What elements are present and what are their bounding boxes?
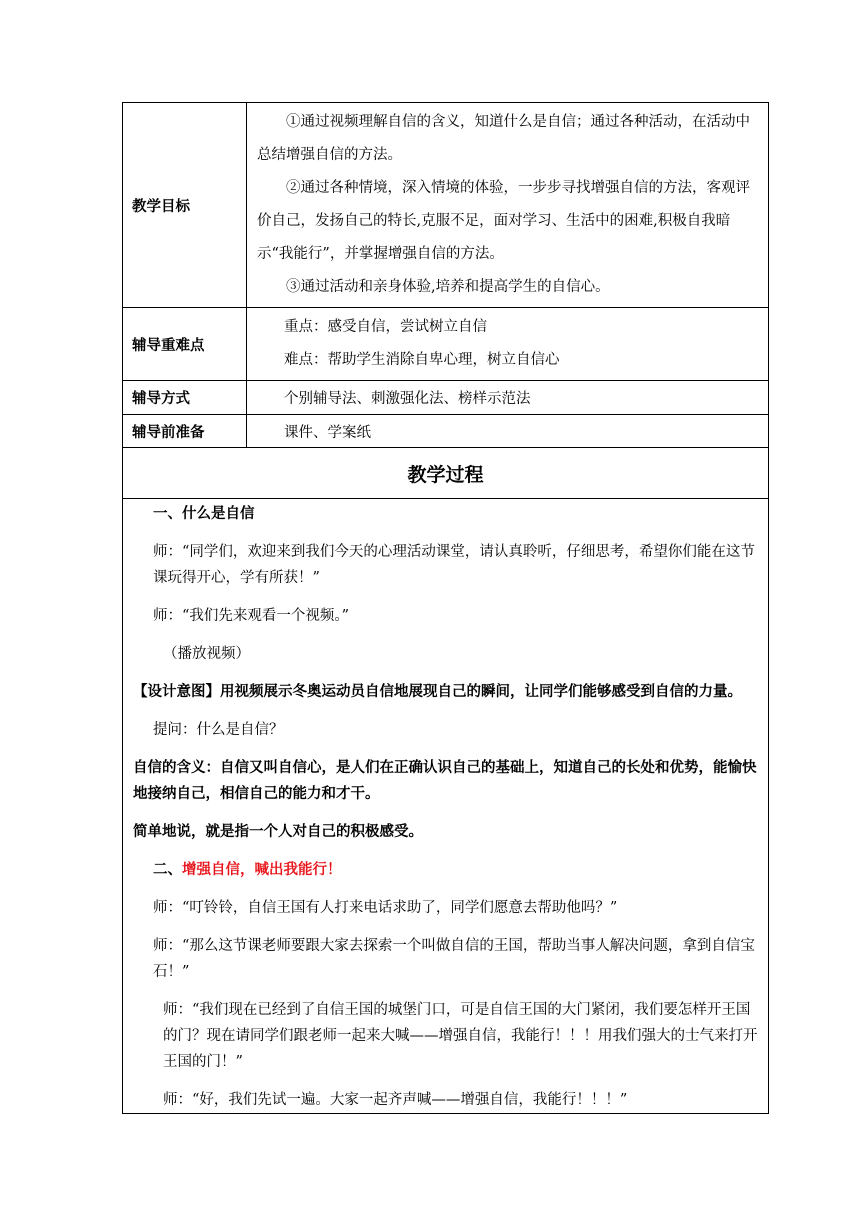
goal-item: ①通过视频理解自信的含义，知道什么是自信；通过各种活动，在活动中总结增强自信的方法。 [257,114,750,163]
definition: 自信的含义：自信又叫自信心，是人们在正确认识自己的基础上，知道自己的长处和优势，能愉快地接纳自己，相信自己的能力和才干。 [133,760,757,802]
paragraph: 师：“叮铃铃，自信王国有人打来电话求助了，同学们愿意去帮助他吗？” [153,900,618,916]
paragraph: 师：“好，我们先试一遍。大家一起齐声喊——增强自信，我能行！！！” [163,1092,628,1108]
goal-item: ②通过各种情境，深入情境的体验，一步步寻找增强自信的方法，客观评价自己，发扬自己的特长,克服不足，面对学习、生活中的困难,积极自我暗示“我能行”，并掌握增强自信的方法。 [257,180,750,262]
key-points-label: 辅导重难点 [123,308,247,381]
question: 提问：什么是自信？ [153,722,284,738]
lesson-plan-table [122,102,769,1114]
goals-content [247,103,769,308]
process-title-row [123,448,769,499]
goals-label: 教学目标 [123,103,247,308]
methods-value: 个别辅导法、刺激强化法、榜样示范法 [247,381,769,415]
key-point-item: 难点：帮助学生消除自卑心理，树立自信心 [284,352,560,368]
prep-label: 辅导前准备 [123,415,247,448]
section1-heading: 一、什么是自信 [153,506,255,522]
goal-item: ③通过活动和亲身体验,培养和提高学生的自信心。 [286,279,610,295]
paragraph: 师：“同学们，欢迎来到我们今天的心理活动课堂，请认真聆听，仔细思考，希望你们能在这节课玩得开心，学有所获！” [153,544,755,586]
paragraph: 师：“那么这节课老师要跟大家去探索一个叫做自信的王国，帮助当事人解决问题，拿到自信宝石！” [153,938,755,980]
paragraph: （播放视频） [163,646,250,662]
methods-row [123,381,769,415]
design-intent-label: 【设计意图】 [133,684,220,700]
paragraph: 师：“我们先来观看一个视频。” [153,608,350,624]
lesson-plan-document [122,102,768,1114]
key-points-content [247,308,769,381]
paragraph: 师：“我们现在已经到了自信王国的城堡门口，可是自信王国的大门紧闭，我们要怎样开王国的门？现在请同学们跟老师一起来大喊——增强自信，我能行！！！用我们强大的士气来打开王国的门！” [163,1002,758,1070]
section2-heading [133,857,758,883]
key-point-item: 重点：感受自信，尝试树立自信 [284,319,487,335]
goals-row [123,103,769,308]
prep-value: 课件、学案纸 [247,415,769,448]
prep-row [123,415,769,448]
section2-title: 增强自信，喊出我能行！ [182,862,342,878]
design-intent-text: 用视频展示冬奥运动员自信地展现自己的瞬间，让同学们能够感受到自信的力量。 [220,684,742,700]
methods-label: 辅导方式 [123,381,247,415]
section2-prefix: 二、 [153,862,182,878]
process-content-row [123,499,769,1114]
design-intent [133,679,758,705]
process-content [123,499,769,1114]
key-points-row [123,308,769,381]
summary: 简单地说，就是指一个人对自己的积极感受。 [133,824,423,840]
process-title: 教学过程 [123,448,769,499]
